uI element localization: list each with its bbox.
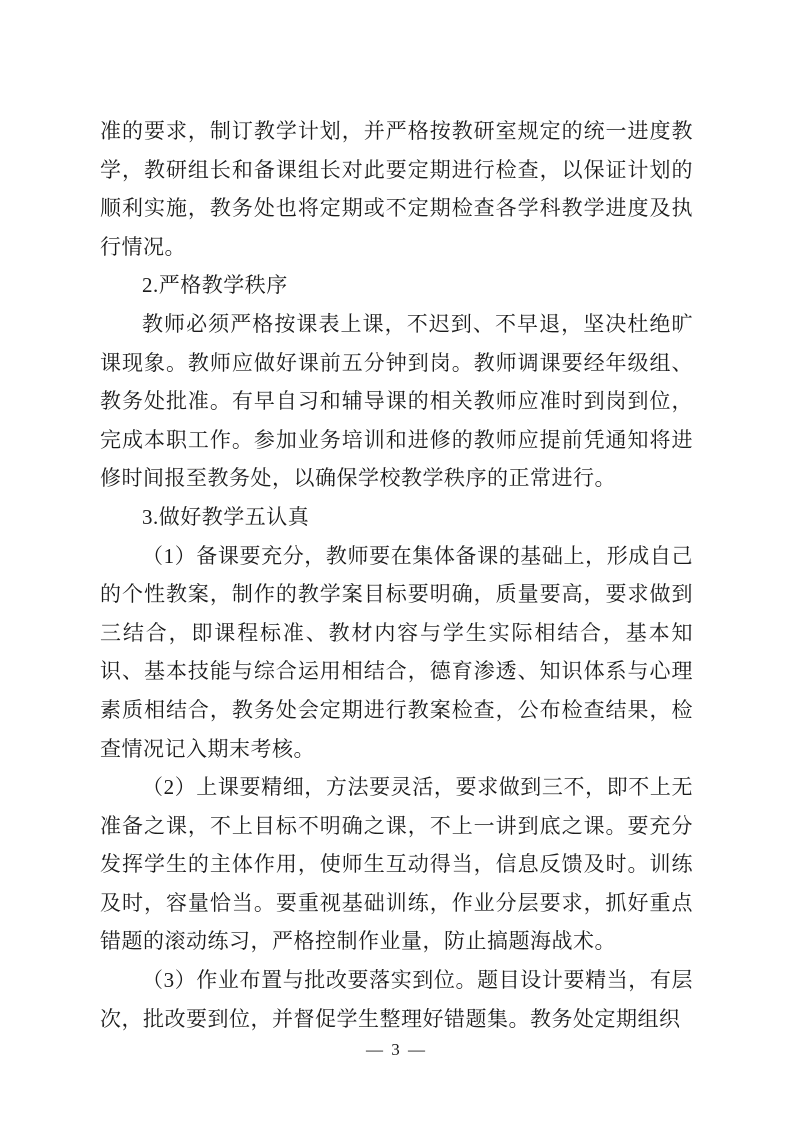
section-heading-five-earnest: 3.做好教学五认真 <box>142 504 310 529</box>
paragraph-item-1-lesson-preparation: （1）备课要充分，教师要在集体备课的基础上，形成自己的个性教案，制作的教学案目标要明确，质量要高，要求做到三结合，即课程标准、教材内容与学生实际相结合，基本知识、基本技能与综合运用相结合，德育渗透、知识体系与心理素质相结合，教务处会定期进行教案检查，公布检查结果，检查情况记入期末考核。 <box>100 543 693 761</box>
document-body <box>100 112 693 1038</box>
section-heading-teaching-order: 2.严格教学秩序 <box>142 273 288 298</box>
paragraph-item-2-classroom-teaching: （2）上课要精细，方法要灵活，要求做到三不，即不上无准备之课，不上目标不明确之课，不上一讲到底之课。要充分发挥学生的主体作用，使师生互动得当，信息反馈及时。训练及时，容量恰当。要重视基础训练，作业分层要求，抓好重点错题的滚动练习，严格控制作业量，防止搞题海战术。 <box>100 775 693 954</box>
page-number: — 3 — <box>366 1040 427 1059</box>
paragraph-continuation: 准的要求，制订教学计划，并严格按教研室规定的统一进度教学，教研组长和备课组长对此要定期进行检查，以保证计划的顺利实施，教务处也将定期或不定期检查各学科教学进度及执行情况。 <box>100 119 693 259</box>
paragraph-teaching-order-body: 教师必须严格按课表上课，不迟到、不早退，坚决杜绝旷课现象。教师应做好课前五分钟到岗。教师调课要经年级组、教务处批准。有早自习和辅导课的相关教师应准时到岗到位，完成本职工作。参加业务培训和进修的教师应提前凭通知将进修时间报至教务处，以确保学校教学秩序的正常进行。 <box>100 311 693 491</box>
paragraph-item-3-homework: （3）作业布置与批改要落实到位。题目设计要精当，有层次，批改要到位，并督促学生整理好错题集。教务处定期组织 <box>100 968 693 1031</box>
